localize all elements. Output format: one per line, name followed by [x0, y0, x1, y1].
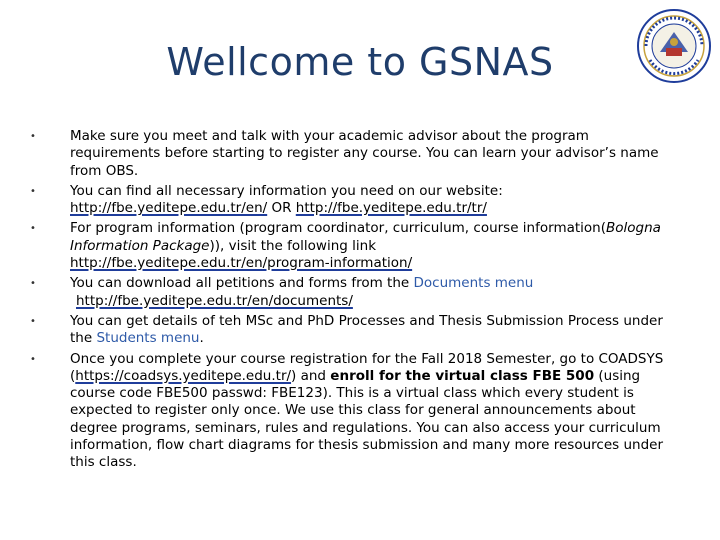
- documents-menu-text: Documents menu: [413, 275, 534, 292]
- bullet-icon: •: [30, 131, 36, 142]
- bullet-list: [30, 128, 680, 475]
- bullet-icon: •: [30, 223, 36, 235]
- coadsys-link[interactable]: https://coadsys.yeditepe.edu.tr/: [75, 367, 292, 384]
- bologna-package-text: Bologna Information Package: [70, 220, 661, 254]
- program-information-link[interactable]: http://fbe.yeditepe.edu.tr/en/program-information/: [70, 255, 413, 272]
- bullet-text: You can find all necessary information you need on our website:: [70, 182, 503, 199]
- bullet-icon: •: [30, 278, 36, 290]
- bullet-icon: •: [30, 315, 36, 327]
- university-seal-icon: [636, 8, 712, 84]
- website-link-en[interactable]: http://fbe.yeditepe.edu.tr/en/: [70, 200, 268, 217]
- bullet-text: Once you complete your course registration for the Fall 2018 Semester, go to COADSYS (: [70, 350, 664, 384]
- list-item: [30, 128, 680, 180]
- bullet-text: You can get details of teh MSc and PhD Processes and Thesis Submission Process under the: [70, 312, 663, 347]
- virtual-class-text: enroll for the virtual class FBE 500: [330, 367, 595, 384]
- list-item: [30, 275, 680, 310]
- bullet-text-post: (using course code FBE500 passwd: FBE123). This is a virtual class which every student is expected to register only once. We use this class for general announcements about degree programs, seminars, rules and regulations. You can also access your curriculum information, flow chart diagrams for thesis submission and many more resources under this class.: [70, 367, 664, 471]
- students-menu-text: Students menu: [96, 330, 200, 347]
- bullet-text: You can download all petitions and forms from the: [70, 275, 414, 292]
- bullet-text-post: )), visit the following link: [209, 237, 377, 254]
- or-text: OR: [267, 200, 296, 217]
- bullet-text: For program information (program coordinator, curriculum, course information(: [70, 220, 606, 237]
- bullet-icon: •: [30, 353, 36, 365]
- bullet-text-post: .: [199, 330, 204, 347]
- bullet-icon: •: [30, 185, 36, 197]
- list-item: [30, 220, 680, 272]
- list-item: [30, 183, 680, 218]
- list-item: [30, 351, 680, 472]
- bullet-text: Make sure you meet and talk with your academic advisor about the program requirements before starting to register any course. You can learn your advisor’s name from OBS.: [70, 128, 659, 179]
- documents-link[interactable]: http://fbe.yeditepe.edu.tr/en/documents/: [76, 292, 353, 309]
- website-link-tr[interactable]: http://fbe.yeditepe.edu.tr/tr/: [295, 200, 487, 217]
- page-title: Wellcome to GSNAS: [166, 40, 554, 84]
- bullet-text-mid: ) and: [291, 367, 331, 384]
- list-item: [30, 313, 680, 348]
